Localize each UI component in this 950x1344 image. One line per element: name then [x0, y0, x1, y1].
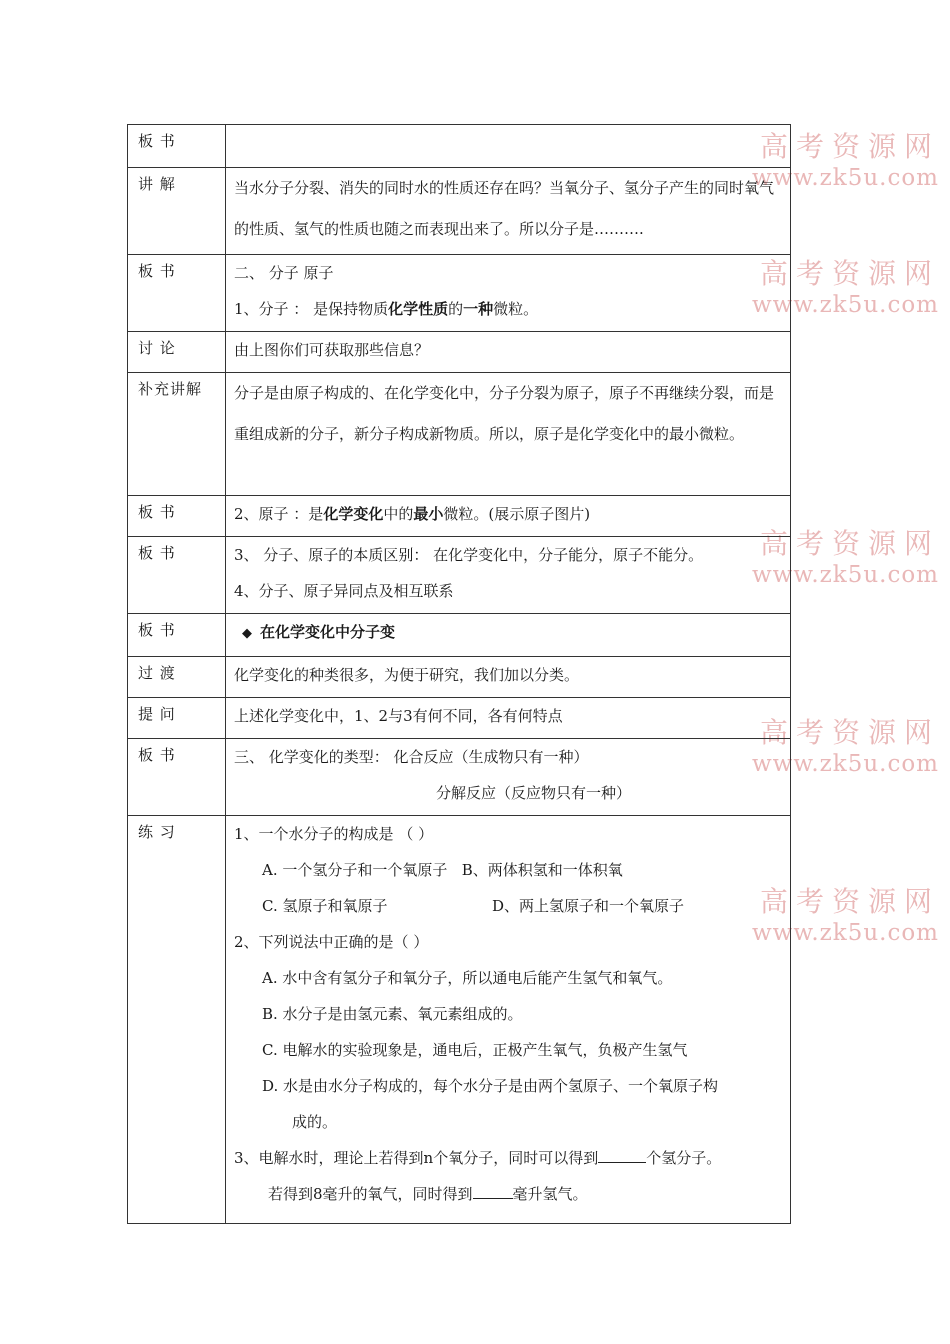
watermark-text: 高考资源网 [760, 716, 941, 749]
watermark-url: www.zk5u.com [752, 920, 939, 946]
row-board-types [128, 739, 791, 816]
row-board-empty [128, 125, 791, 168]
row-content: 分子是由原子构成的、在化学变化中，分子分裂为原子，原子不再继续分裂，而是重组成新的分子，新分子构成新物质。所以，原子是化学变化中的最小微粒。 [226, 373, 791, 496]
row-content [226, 255, 791, 332]
row-label: 板 书 [128, 255, 226, 332]
lesson-table [127, 124, 791, 1224]
watermark-url: www.zk5u.com [752, 751, 939, 777]
row-board-change [128, 614, 791, 657]
text-line: 分解反应（反应物只有一种） [436, 784, 632, 802]
text-segment: 2、原子 ：是 [234, 505, 324, 523]
bold-term: 一种 [463, 300, 494, 318]
diamond-bullet-icon: ◆ [242, 626, 252, 641]
watermark-url: www.zk5u.com [752, 165, 939, 191]
bold-term: 化学性质 [388, 300, 449, 318]
row-supplement [128, 373, 791, 496]
row-content [226, 125, 791, 168]
watermark-url: www.zk5u.com [752, 562, 939, 588]
question-2: 2、下列说法中正确的是（ ） [234, 933, 429, 951]
text-line: 4、分子、原子异同点及相互联系 [234, 582, 454, 600]
text-segment: 3、电解水时，理论上若得到n个氧分子，同时可以得到 [234, 1149, 599, 1167]
watermark-text: 高考资源网 [760, 527, 941, 560]
option-d: D、两上氢原子和一个氧原子 [492, 897, 685, 915]
option-a: A. 水中含有氢分子和氧分子，所以通电后能产生氢气和氧气。 [262, 969, 673, 987]
text-line: 三、 化学变化的类型： 化合反应（生成物只有一种） [234, 748, 589, 766]
bold-term: 最小 [413, 505, 444, 523]
row-label: 讨 论 [128, 332, 226, 373]
row-label: 板 书 [128, 125, 226, 168]
question-3-continued [234, 1176, 782, 1212]
text-segment: 中的 [383, 505, 414, 523]
row-content [226, 614, 791, 657]
option-c: C. 电解水的实验现象是，通电后，正极产生氧气，负极产生氢气 [262, 1041, 688, 1059]
row-label: 板 书 [128, 496, 226, 537]
option-c: C. 氢原子和氧原子 [262, 897, 388, 915]
text-segment: 若得到8毫升的氧气，同时得到 [268, 1185, 473, 1203]
text-segment: 微粒。 [493, 300, 539, 318]
row-board-atom [128, 496, 791, 537]
row-board-difference [128, 537, 791, 614]
row-label: 过 渡 [128, 657, 226, 698]
row-content: 由上图你们可获取那些信息？ [226, 332, 791, 373]
text-segment: 毫升氢气。 [512, 1185, 588, 1203]
row-explain [128, 168, 791, 255]
row-label: 补充讲解 [128, 373, 226, 496]
option-row [234, 888, 782, 924]
question-3 [234, 1140, 782, 1176]
bold-term: 化学变化 [323, 505, 384, 523]
option-b: B、两体积氢和一体积氧 [461, 861, 623, 879]
row-question [128, 698, 791, 739]
text-segment: 1、分子 ： 是保持物质 [234, 300, 389, 318]
option-row [234, 852, 782, 888]
row-content [226, 537, 791, 614]
option-d: D. 水是由水分子构成的，每个水分子是由两个氢原子、一个氧原子构 [262, 1077, 719, 1095]
option-a: A. 一个氢分子和一个氧原子 [262, 861, 448, 879]
option-d-continued: 成的。 [292, 1113, 338, 1131]
answer-blank[interactable] [598, 1146, 646, 1164]
row-label: 提 问 [128, 698, 226, 739]
watermark-text: 高考资源网 [760, 885, 941, 918]
row-label: 练 习 [128, 816, 226, 1224]
row-label: 板 书 [128, 537, 226, 614]
question-1: 1、一个水分子的构成是 （ ） [234, 825, 434, 843]
watermark-text: 高考资源网 [760, 257, 941, 290]
row-discussion [128, 332, 791, 373]
row-content [226, 816, 791, 1224]
row-content: 化学变化的种类很多，为便于研究，我们加以分类。 [226, 657, 791, 698]
row-transition [128, 657, 791, 698]
row-practice [128, 816, 791, 1224]
text-segment: 个氢分子。 [646, 1149, 722, 1167]
text-segment: 的 [448, 300, 464, 318]
text-line: 3、 分子、原子的本质区别： 在化学变化中，分子能分，原子不能分。 [234, 546, 704, 564]
bold-heading: 在化学变化中分子变 [260, 623, 396, 641]
row-content: 上述化学变化中，1、2与3有何不同，各有何特点 [226, 698, 791, 739]
section-heading: 二、 分子 原子 [234, 264, 334, 282]
row-content [226, 739, 791, 816]
row-label: 板 书 [128, 614, 226, 657]
row-content: 当水分子分裂、消失的同时水的性质还存在吗？当氧分子、氢分子产生的同时氧气的性质、氢气的性质也随之而表现出来了。所以分子是………. [226, 168, 791, 255]
row-label: 讲 解 [128, 168, 226, 255]
watermark-text: 高考资源网 [760, 130, 941, 163]
definition-line [234, 291, 782, 327]
answer-blank[interactable] [473, 1182, 513, 1200]
watermark-url: www.zk5u.com [752, 292, 939, 318]
text-segment: 微粒。(展示原子图片) [443, 505, 591, 523]
row-content [226, 496, 791, 537]
row-label: 板 书 [128, 739, 226, 816]
option-b: B. 水分子是由氢元素、氧元素组成的。 [262, 1005, 523, 1023]
row-board-molecule [128, 255, 791, 332]
